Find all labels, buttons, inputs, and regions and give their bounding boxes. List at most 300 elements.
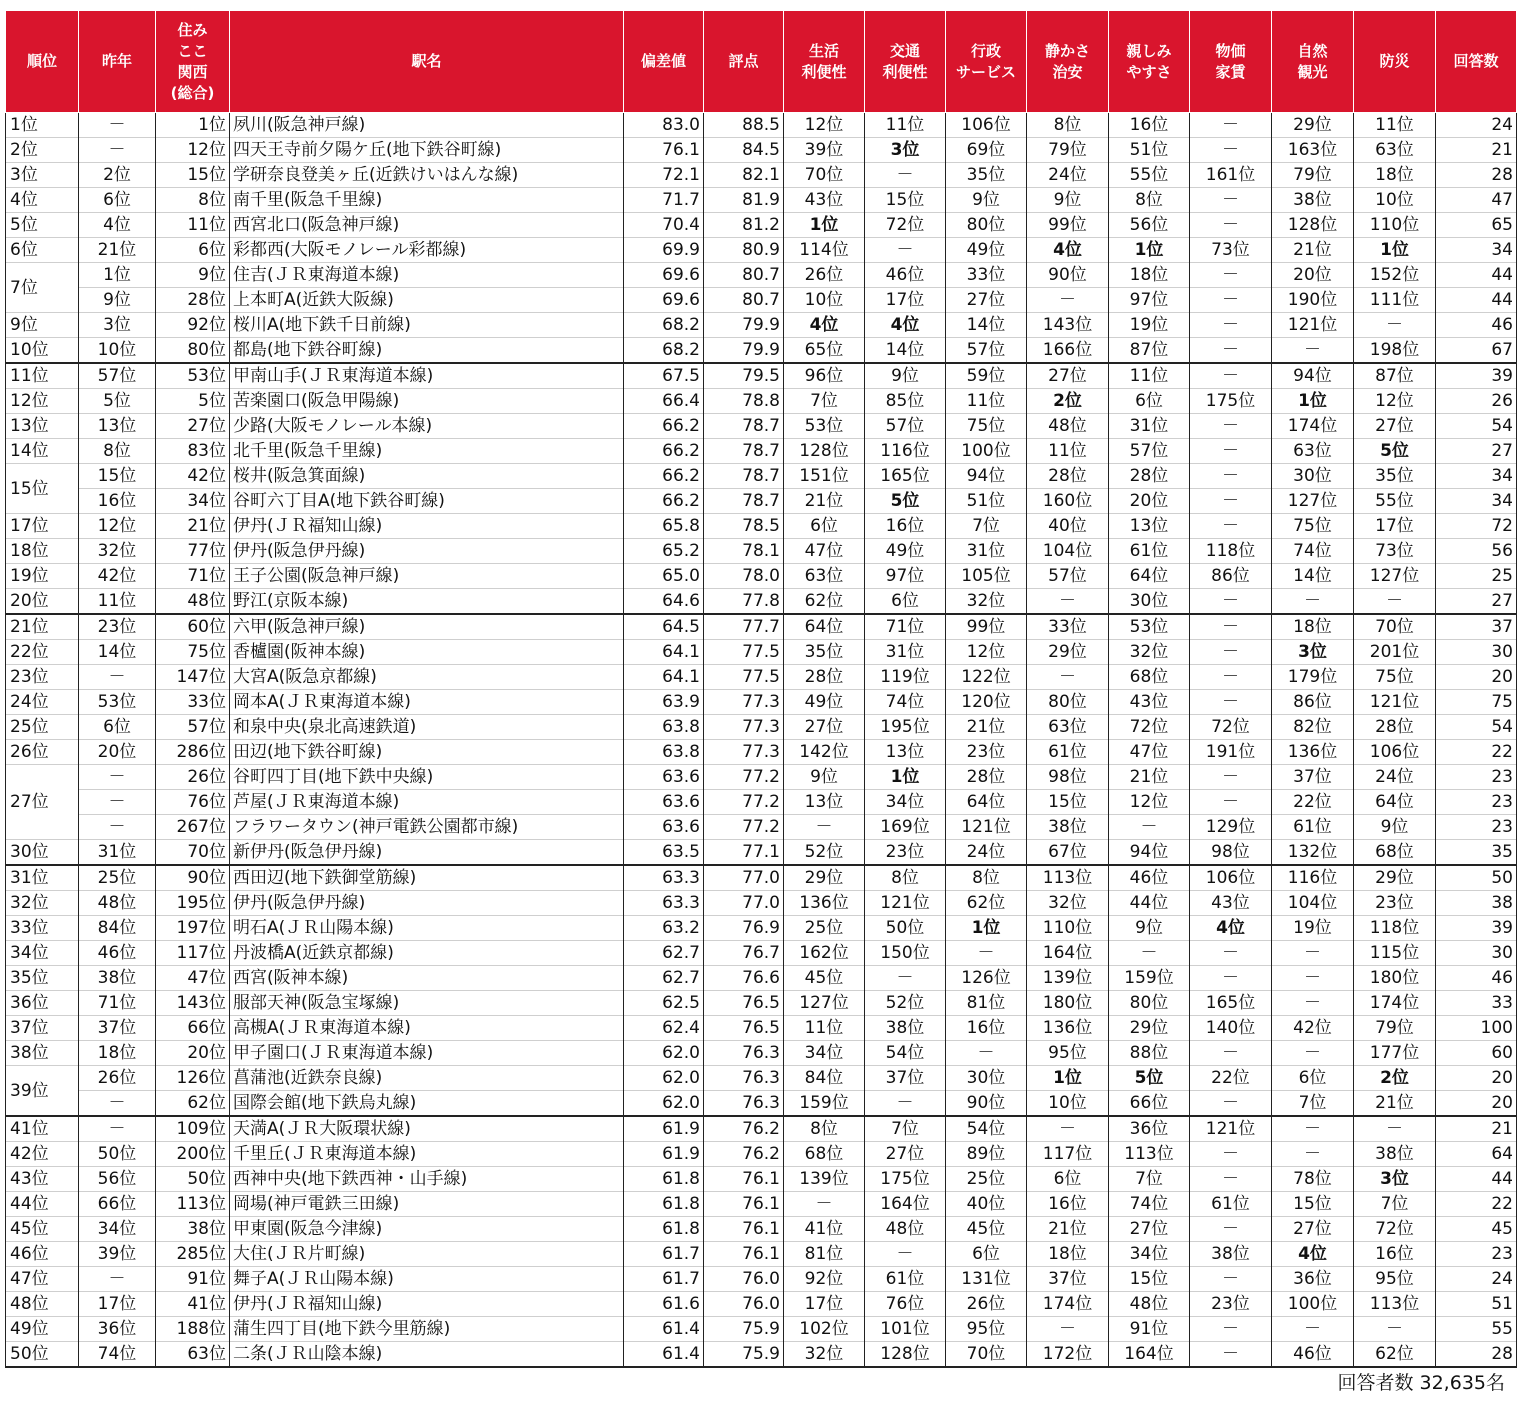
cell-quiet-safety: 136位 <box>1027 1016 1109 1041</box>
cell-score: 75.9 <box>704 1342 784 1368</box>
cell-score: 76.1 <box>704 1167 784 1192</box>
cell-admin-service: 26位 <box>946 1292 1027 1317</box>
cell-last-year: 23位 <box>79 614 156 640</box>
cell-disaster-prevention: 12位 <box>1354 389 1436 414</box>
cell-quiet-safety: 32位 <box>1027 891 1109 916</box>
table-row <box>6 916 1517 941</box>
table-row <box>6 1267 1517 1292</box>
cell-responses: 34 <box>1436 489 1517 514</box>
cell-deviation: 63.8 <box>624 740 704 765</box>
cell-quiet-safety: － <box>1027 589 1109 615</box>
cell-overall-rank: 70位 <box>156 840 230 866</box>
cell-transport: 17位 <box>865 288 946 313</box>
cell-admin-service: 64位 <box>946 790 1027 815</box>
cell-deviation: 69.9 <box>624 238 704 263</box>
cell-overall-rank: 21位 <box>156 514 230 539</box>
cell-transport: 11位 <box>865 113 946 138</box>
cell-quiet-safety: 164位 <box>1027 941 1109 966</box>
cell-quiet-safety: 40位 <box>1027 514 1109 539</box>
cell-admin-service: 9位 <box>946 188 1027 213</box>
cell-last-year: 2位 <box>79 163 156 188</box>
cell-score: 76.0 <box>704 1267 784 1292</box>
cell-disaster-prevention: 21位 <box>1354 1091 1436 1117</box>
cell-last-year: 48位 <box>79 891 156 916</box>
cell-friendliness: 57位 <box>1109 439 1190 464</box>
cell-overall-rank: 11位 <box>156 213 230 238</box>
cell-rank: 43位 <box>6 1167 79 1192</box>
cell-admin-service: 122位 <box>946 665 1027 690</box>
cell-responses: 46 <box>1436 966 1517 991</box>
cell-quiet-safety: 10位 <box>1027 1091 1109 1117</box>
cell-rank: 25位 <box>6 715 79 740</box>
cell-friendliness: 94位 <box>1109 840 1190 866</box>
cell-deviation: 69.6 <box>624 288 704 313</box>
cell-disaster-prevention: 28位 <box>1354 715 1436 740</box>
cell-quiet-safety: 63位 <box>1027 715 1109 740</box>
cell-overall-rank: 91位 <box>156 1267 230 1292</box>
cell-nature-tourism: 6位 <box>1272 1066 1354 1091</box>
cell-score: 77.2 <box>704 815 784 840</box>
cell-admin-service: 12位 <box>946 640 1027 665</box>
cell-last-year: 18位 <box>79 1041 156 1066</box>
cell-transport: 14位 <box>865 338 946 364</box>
cell-deviation: 61.4 <box>624 1342 704 1368</box>
header-row <box>6 11 1517 113</box>
cell-quiet-safety: 79位 <box>1027 138 1109 163</box>
cell-score: 79.9 <box>704 313 784 338</box>
cell-overall-rank: 41位 <box>156 1292 230 1317</box>
cell-deviation: 70.4 <box>624 213 704 238</box>
cell-nature-tourism: 38位 <box>1272 188 1354 213</box>
cell-quiet-safety: 57位 <box>1027 564 1109 589</box>
cell-price-rent: 23位 <box>1190 1292 1272 1317</box>
header-price-rent: 物価 家賃 <box>1190 11 1272 113</box>
cell-quiet-safety: 113位 <box>1027 865 1109 891</box>
cell-disaster-prevention: 17位 <box>1354 514 1436 539</box>
cell-last-year: 53位 <box>79 690 156 715</box>
cell-overall-rank: 80位 <box>156 338 230 364</box>
cell-rank: 1位 <box>6 113 79 138</box>
cell-overall-rank: 48位 <box>156 589 230 615</box>
cell-rank: 5位 <box>6 213 79 238</box>
cell-convenience: 32位 <box>784 1342 865 1368</box>
cell-deviation: 61.6 <box>624 1292 704 1317</box>
cell-friendliness: 72位 <box>1109 715 1190 740</box>
cell-score: 84.5 <box>704 138 784 163</box>
cell-station: 都島(地下鉄谷町線) <box>230 338 624 364</box>
cell-overall-rank: 267位 <box>156 815 230 840</box>
cell-score: 76.3 <box>704 1091 784 1117</box>
cell-admin-service: 11位 <box>946 389 1027 414</box>
cell-station: 西宮北口(阪急神戸線) <box>230 213 624 238</box>
cell-rank: 31位 <box>6 865 79 891</box>
table-row <box>6 589 1517 615</box>
cell-overall-rank: 126位 <box>156 1066 230 1091</box>
cell-friendliness: 159位 <box>1109 966 1190 991</box>
cell-station: 千里丘(ＪＲ東海道本線) <box>230 1142 624 1167</box>
cell-rank: 19位 <box>6 564 79 589</box>
table-row <box>6 690 1517 715</box>
cell-nature-tourism: － <box>1272 1317 1354 1342</box>
cell-overall-rank: 8位 <box>156 188 230 213</box>
cell-station: 岡場(神戸電鉄三田線) <box>230 1192 624 1217</box>
cell-disaster-prevention: 1位 <box>1354 238 1436 263</box>
cell-responses: 20 <box>1436 1066 1517 1091</box>
table-row <box>6 1342 1517 1368</box>
table-row <box>6 1116 1517 1142</box>
cell-last-year: － <box>79 815 156 840</box>
cell-station: 北千里(阪急千里線) <box>230 439 624 464</box>
cell-friendliness: 97位 <box>1109 288 1190 313</box>
cell-transport: 6位 <box>865 589 946 615</box>
cell-last-year: 42位 <box>79 564 156 589</box>
cell-disaster-prevention: － <box>1354 313 1436 338</box>
cell-station: 天満A(ＪＲ大阪環状線) <box>230 1116 624 1142</box>
cell-quiet-safety: － <box>1027 665 1109 690</box>
cell-station: 上本町A(近鉄大阪線) <box>230 288 624 313</box>
cell-friendliness: 20位 <box>1109 489 1190 514</box>
cell-transport: 116位 <box>865 439 946 464</box>
cell-nature-tourism: 128位 <box>1272 213 1354 238</box>
cell-disaster-prevention: 115位 <box>1354 941 1436 966</box>
cell-nature-tourism: 46位 <box>1272 1342 1354 1368</box>
header-station: 駅名 <box>230 11 624 113</box>
cell-admin-service: 126位 <box>946 966 1027 991</box>
cell-price-rent: 61位 <box>1190 1192 1272 1217</box>
cell-rank: 50位 <box>6 1342 79 1368</box>
cell-price-rent: － <box>1190 263 1272 288</box>
cell-responses: 51 <box>1436 1292 1517 1317</box>
cell-overall-rank: 286位 <box>156 740 230 765</box>
cell-rank: 38位 <box>6 1041 79 1066</box>
cell-nature-tourism: － <box>1272 1142 1354 1167</box>
cell-score: 77.3 <box>704 715 784 740</box>
cell-transport: 7位 <box>865 1116 946 1142</box>
cell-price-rent: － <box>1190 1091 1272 1117</box>
cell-admin-service: 81位 <box>946 991 1027 1016</box>
table-row <box>6 439 1517 464</box>
cell-score: 76.2 <box>704 1116 784 1142</box>
cell-convenience: 62位 <box>784 589 865 615</box>
cell-nature-tourism: 74位 <box>1272 539 1354 564</box>
cell-price-rent: 86位 <box>1190 564 1272 589</box>
cell-price-rent: － <box>1190 313 1272 338</box>
cell-last-year: 25位 <box>79 865 156 891</box>
cell-transport: 164位 <box>865 1192 946 1217</box>
cell-responses: 67 <box>1436 338 1517 364</box>
cell-nature-tourism: 86位 <box>1272 690 1354 715</box>
cell-admin-service: 105位 <box>946 564 1027 589</box>
cell-score: 76.1 <box>704 1192 784 1217</box>
cell-transport: 150位 <box>865 941 946 966</box>
cell-quiet-safety: 95位 <box>1027 1041 1109 1066</box>
cell-station: 舞子A(ＪＲ山陽本線) <box>230 1267 624 1292</box>
cell-deviation: 68.2 <box>624 338 704 364</box>
cell-score: 81.2 <box>704 213 784 238</box>
cell-overall-rank: 1位 <box>156 113 230 138</box>
cell-station: 野江(京阪本線) <box>230 589 624 615</box>
table-row <box>6 363 1517 389</box>
cell-quiet-safety: 166位 <box>1027 338 1109 364</box>
cell-disaster-prevention: 16位 <box>1354 1242 1436 1267</box>
cell-responses: 27 <box>1436 439 1517 464</box>
cell-price-rent: 43位 <box>1190 891 1272 916</box>
cell-station: 苦楽園口(阪急甲陽線) <box>230 389 624 414</box>
cell-transport: 101位 <box>865 1317 946 1342</box>
cell-responses: 47 <box>1436 188 1517 213</box>
cell-admin-service: 28位 <box>946 765 1027 790</box>
cell-rank: 26位 <box>6 740 79 765</box>
cell-nature-tourism: － <box>1272 1116 1354 1142</box>
cell-convenience: 26位 <box>784 263 865 288</box>
cell-rank: 45位 <box>6 1217 79 1242</box>
cell-score: 80.7 <box>704 288 784 313</box>
cell-transport: 85位 <box>865 389 946 414</box>
cell-deviation: 71.7 <box>624 188 704 213</box>
cell-station: 桜井(阪急箕面線) <box>230 464 624 489</box>
cell-responses: 24 <box>1436 113 1517 138</box>
cell-nature-tourism: 14位 <box>1272 564 1354 589</box>
cell-admin-service: 90位 <box>946 1091 1027 1117</box>
cell-admin-service: 25位 <box>946 1167 1027 1192</box>
cell-score: 76.9 <box>704 916 784 941</box>
cell-friendliness: 48位 <box>1109 1292 1190 1317</box>
cell-overall-rank: 12位 <box>156 138 230 163</box>
cell-responses: 37 <box>1436 614 1517 640</box>
cell-last-year: 6位 <box>79 715 156 740</box>
table-row <box>6 163 1517 188</box>
cell-station: 伊丹(阪急伊丹線) <box>230 891 624 916</box>
cell-price-rent: － <box>1190 188 1272 213</box>
cell-responses: 20 <box>1436 665 1517 690</box>
cell-quiet-safety: 18位 <box>1027 1242 1109 1267</box>
cell-responses: 22 <box>1436 740 1517 765</box>
cell-convenience: 136位 <box>784 891 865 916</box>
cell-transport: 46位 <box>865 263 946 288</box>
cell-station: 王子公園(阪急神戸線) <box>230 564 624 589</box>
cell-price-rent: 140位 <box>1190 1016 1272 1041</box>
cell-price-rent: 22位 <box>1190 1066 1272 1091</box>
cell-admin-service: 16位 <box>946 1016 1027 1041</box>
cell-convenience: 35位 <box>784 640 865 665</box>
cell-convenience: 39位 <box>784 138 865 163</box>
cell-convenience: 8位 <box>784 1116 865 1142</box>
cell-score: 77.5 <box>704 640 784 665</box>
cell-nature-tourism: 94位 <box>1272 363 1354 389</box>
cell-score: 77.0 <box>704 891 784 916</box>
cell-price-rent: － <box>1190 614 1272 640</box>
cell-friendliness: 68位 <box>1109 665 1190 690</box>
cell-price-rent: － <box>1190 363 1272 389</box>
cell-convenience: 84位 <box>784 1066 865 1091</box>
cell-station: 伊丹(ＪＲ福知山線) <box>230 514 624 539</box>
cell-deviation: 62.5 <box>624 991 704 1016</box>
cell-disaster-prevention: 24位 <box>1354 765 1436 790</box>
cell-rank: 23位 <box>6 665 79 690</box>
header-transport: 交通 利便性 <box>865 11 946 113</box>
cell-deviation: 67.5 <box>624 363 704 389</box>
cell-rank: 48位 <box>6 1292 79 1317</box>
table-row <box>6 338 1517 364</box>
cell-price-rent: 175位 <box>1190 389 1272 414</box>
cell-responses: 35 <box>1436 840 1517 866</box>
cell-disaster-prevention: － <box>1354 589 1436 615</box>
cell-rank: 37位 <box>6 1016 79 1041</box>
header-nature-tourism: 自然 観光 <box>1272 11 1354 113</box>
cell-quiet-safety: － <box>1027 288 1109 313</box>
table-row <box>6 514 1517 539</box>
cell-station: 高槻A(ＪＲ東海道本線) <box>230 1016 624 1041</box>
cell-admin-service: 45位 <box>946 1217 1027 1242</box>
cell-score: 81.9 <box>704 188 784 213</box>
cell-deviation: 61.8 <box>624 1192 704 1217</box>
cell-overall-rank: 285位 <box>156 1242 230 1267</box>
cell-rank: 6位 <box>6 238 79 263</box>
cell-deviation: 66.2 <box>624 414 704 439</box>
header-admin-service: 行政 サービス <box>946 11 1027 113</box>
cell-station: 少路(大阪モノレール本線) <box>230 414 624 439</box>
cell-admin-service: 70位 <box>946 1342 1027 1368</box>
cell-admin-service: 62位 <box>946 891 1027 916</box>
cell-score: 78.8 <box>704 389 784 414</box>
cell-last-year: － <box>79 1091 156 1117</box>
cell-price-rent: － <box>1190 1041 1272 1066</box>
table-row <box>6 865 1517 891</box>
cell-quiet-safety: － <box>1027 1317 1109 1342</box>
cell-convenience: 92位 <box>784 1267 865 1292</box>
cell-last-year: － <box>79 790 156 815</box>
cell-nature-tourism: 42位 <box>1272 1016 1354 1041</box>
cell-disaster-prevention: 68位 <box>1354 840 1436 866</box>
cell-score: 76.7 <box>704 941 784 966</box>
cell-convenience: 28位 <box>784 665 865 690</box>
table-row <box>6 941 1517 966</box>
cell-nature-tourism: 82位 <box>1272 715 1354 740</box>
cell-price-rent: － <box>1190 790 1272 815</box>
table-row <box>6 665 1517 690</box>
cell-responses: 39 <box>1436 363 1517 389</box>
cell-quiet-safety: 90位 <box>1027 263 1109 288</box>
cell-friendliness: 1位 <box>1109 238 1190 263</box>
table-row <box>6 1016 1517 1041</box>
cell-deviation: 64.1 <box>624 640 704 665</box>
cell-admin-service: 80位 <box>946 213 1027 238</box>
cell-score: 82.1 <box>704 163 784 188</box>
cell-disaster-prevention: 7位 <box>1354 1192 1436 1217</box>
cell-friendliness: 28位 <box>1109 464 1190 489</box>
cell-station: 桜川A(地下鉄千日前線) <box>230 313 624 338</box>
cell-score: 77.8 <box>704 589 784 615</box>
cell-price-rent: － <box>1190 514 1272 539</box>
cell-station: 六甲(阪急神戸線) <box>230 614 624 640</box>
cell-responses: 34 <box>1436 238 1517 263</box>
cell-quiet-safety: 99位 <box>1027 213 1109 238</box>
cell-transport: － <box>865 1242 946 1267</box>
cell-disaster-prevention: 95位 <box>1354 1267 1436 1292</box>
cell-friendliness: 12位 <box>1109 790 1190 815</box>
cell-disaster-prevention: 110位 <box>1354 213 1436 238</box>
cell-responses: 21 <box>1436 1116 1517 1142</box>
cell-nature-tourism: 7位 <box>1272 1091 1354 1117</box>
table-row <box>6 1167 1517 1192</box>
cell-responses: 39 <box>1436 916 1517 941</box>
cell-transport: 71位 <box>865 614 946 640</box>
cell-convenience: 68位 <box>784 1142 865 1167</box>
cell-price-rent: － <box>1190 966 1272 991</box>
cell-quiet-safety: 4位 <box>1027 238 1109 263</box>
cell-friendliness: － <box>1109 941 1190 966</box>
cell-station: 住吉(ＪＲ東海道本線) <box>230 263 624 288</box>
cell-deviation: 62.0 <box>624 1091 704 1117</box>
cell-convenience: 7位 <box>784 389 865 414</box>
cell-quiet-safety: 180位 <box>1027 991 1109 1016</box>
cell-nature-tourism: 37位 <box>1272 765 1354 790</box>
cell-deviation: 63.9 <box>624 690 704 715</box>
cell-overall-rank: 188位 <box>156 1317 230 1342</box>
cell-convenience: 1位 <box>784 213 865 238</box>
cell-disaster-prevention: 38位 <box>1354 1142 1436 1167</box>
cell-score: 76.5 <box>704 1016 784 1041</box>
cell-friendliness: 15位 <box>1109 1267 1190 1292</box>
cell-quiet-safety: 28位 <box>1027 464 1109 489</box>
cell-transport: － <box>865 163 946 188</box>
cell-transport: 15位 <box>865 188 946 213</box>
cell-admin-service: 23位 <box>946 740 1027 765</box>
table-row <box>6 313 1517 338</box>
cell-convenience: 10位 <box>784 288 865 313</box>
cell-friendliness: 53位 <box>1109 614 1190 640</box>
cell-rank: 4位 <box>6 188 79 213</box>
cell-price-rent: 121位 <box>1190 1116 1272 1142</box>
cell-last-year: 10位 <box>79 338 156 364</box>
cell-deviation: 63.8 <box>624 715 704 740</box>
cell-friendliness: 36位 <box>1109 1116 1190 1142</box>
cell-quiet-safety: 110位 <box>1027 916 1109 941</box>
cell-admin-service: 54位 <box>946 1116 1027 1142</box>
cell-score: 75.9 <box>704 1317 784 1342</box>
cell-last-year: 17位 <box>79 1292 156 1317</box>
cell-responses: 28 <box>1436 1342 1517 1368</box>
cell-nature-tourism: 36位 <box>1272 1267 1354 1292</box>
cell-rank: 15位 <box>6 464 79 514</box>
cell-disaster-prevention: 79位 <box>1354 1016 1436 1041</box>
cell-friendliness: 113位 <box>1109 1142 1190 1167</box>
cell-transport: 4位 <box>865 313 946 338</box>
cell-rank: 14位 <box>6 439 79 464</box>
cell-price-rent: 161位 <box>1190 163 1272 188</box>
cell-convenience: 65位 <box>784 338 865 364</box>
cell-price-rent: － <box>1190 138 1272 163</box>
cell-overall-rank: 75位 <box>156 640 230 665</box>
cell-quiet-safety: 172位 <box>1027 1342 1109 1368</box>
cell-last-year: 57位 <box>79 363 156 389</box>
table-row <box>6 1142 1517 1167</box>
cell-last-year: － <box>79 1116 156 1142</box>
cell-responses: 28 <box>1436 163 1517 188</box>
cell-responses: 44 <box>1436 288 1517 313</box>
cell-overall-rank: 53位 <box>156 363 230 389</box>
cell-rank: 22位 <box>6 640 79 665</box>
cell-responses: 65 <box>1436 213 1517 238</box>
header-friendliness: 親しみ やすさ <box>1109 11 1190 113</box>
cell-disaster-prevention: 113位 <box>1354 1292 1436 1317</box>
cell-deviation: 62.0 <box>624 1066 704 1091</box>
cell-convenience: 81位 <box>784 1242 865 1267</box>
cell-quiet-safety: 16位 <box>1027 1192 1109 1217</box>
cell-transport: 1位 <box>865 765 946 790</box>
cell-price-rent: － <box>1190 1167 1272 1192</box>
cell-score: 78.7 <box>704 489 784 514</box>
